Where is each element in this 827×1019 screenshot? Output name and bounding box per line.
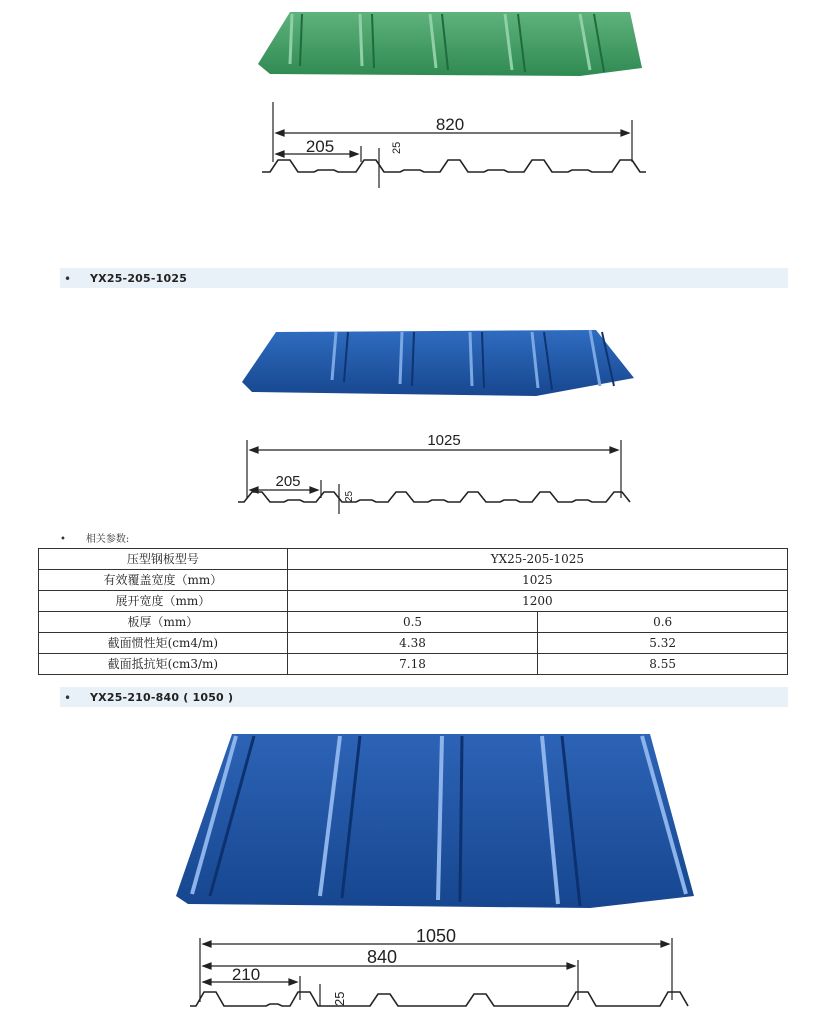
dim-total-1050: 1050	[415, 926, 457, 946]
table-cell: 压型钢板型号	[39, 549, 288, 570]
dim-height-25: 25	[391, 141, 403, 154]
section-title-bar	[60, 268, 788, 288]
table-cell: 4.38	[287, 633, 538, 654]
blue-sheet-image	[236, 326, 638, 398]
table-row	[39, 549, 788, 570]
params-label: • 相关参数:	[60, 534, 130, 545]
table-row	[39, 612, 788, 633]
profile-drawing-820	[262, 98, 652, 190]
dim-height-25: 25	[344, 490, 355, 502]
section-title: YX25-210-840 ( 1050 )	[90, 691, 234, 704]
section-title-bar	[60, 687, 788, 707]
table-cell: 1025	[287, 570, 787, 591]
dim-height-25: 25	[332, 991, 347, 1006]
table-cell: 截面惯性矩(cm4/m)	[39, 633, 288, 654]
dim-total-1025: 1025	[427, 432, 461, 449]
green-sheet-image	[250, 6, 650, 78]
profile-drawing-1025	[236, 426, 636, 518]
bullet-icon: •	[64, 691, 72, 705]
table-cell: 0.5	[287, 612, 538, 633]
spec-table	[38, 548, 788, 675]
section-title: YX25-205-1025	[90, 272, 188, 285]
table-cell: YX25-205-1025	[287, 549, 787, 570]
table-cell: 0.6	[538, 612, 788, 633]
table-cell: 8.55	[538, 654, 788, 675]
table-cell: 截面抵抗矩(cm3/m)	[39, 654, 288, 675]
dim-pitch-205: 205	[275, 473, 301, 490]
blue-sheet-large-image	[170, 728, 700, 910]
dim-pitch-205: 205	[305, 137, 335, 156]
dim-cover-840: 840	[366, 947, 398, 967]
table-row	[39, 633, 788, 654]
profile-drawing-1050	[182, 924, 692, 1014]
dim-pitch-210: 210	[231, 965, 261, 984]
table-cell: 5.32	[538, 633, 788, 654]
table-row	[39, 654, 788, 675]
table-cell: 展开宽度（mm）	[39, 591, 288, 612]
table-cell: 有效覆盖宽度（mm）	[39, 570, 288, 591]
table-row	[39, 570, 788, 591]
table-row	[39, 591, 788, 612]
bullet-icon: •	[60, 534, 66, 545]
table-cell: 1200	[287, 591, 787, 612]
bullet-icon: •	[64, 272, 72, 286]
dim-total-820: 820	[435, 115, 465, 134]
table-cell: 7.18	[287, 654, 538, 675]
table-cell: 板厚（mm）	[39, 612, 288, 633]
